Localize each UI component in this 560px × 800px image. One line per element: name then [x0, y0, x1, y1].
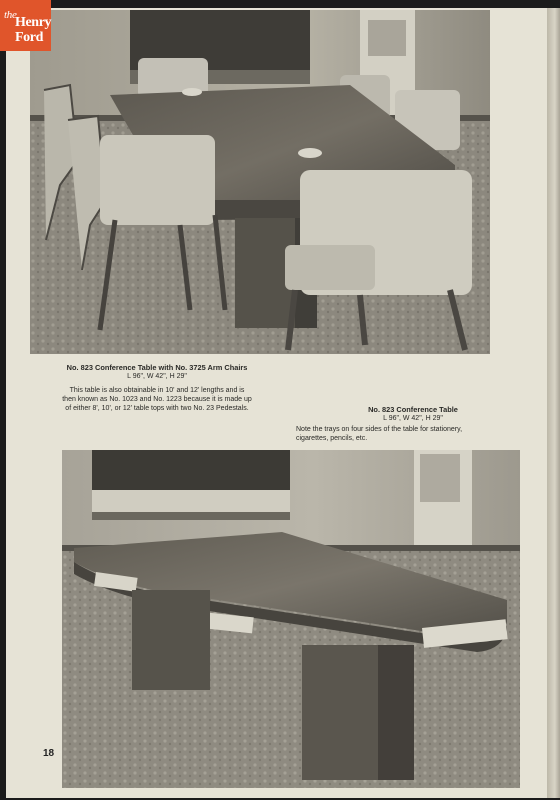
conference-table-photo: [62, 450, 520, 788]
caption-1-line-3: of either 8', 10', or 12' table tops with two No. 23 Pedestals.: [65, 405, 249, 412]
caption-2-line-2: cigarettes, pencils, etc.: [296, 435, 368, 442]
logo-text-ford: Ford: [15, 30, 43, 45]
photo-1-illustration: [30, 10, 490, 354]
page-number: 18: [43, 748, 55, 759]
caption-1-dimensions: L 96", W 42", H 29": [127, 373, 187, 380]
caption-2-body: [296, 425, 530, 443]
caption-1-title: No. 823 Conference Table with No. 3725 Arm Chairs: [66, 363, 248, 372]
logo-text-henry: Henry: [15, 15, 52, 30]
caption-1-body: [32, 386, 282, 413]
caption-1-line-1: This table is also obtainable in 10' and 12' lengths and is: [69, 387, 245, 394]
caption-conference-table: [296, 405, 530, 443]
caption-2-title: No. 823 Conference Table: [368, 405, 458, 414]
caption-2-dimensions: L 96", W 42", H 29": [383, 415, 443, 422]
logo-text-the: the: [4, 9, 17, 21]
caption-1-line-2: then known as No. 1023 and No. 1223 because it is made up: [62, 396, 252, 403]
conference-table-with-chairs-photo: [30, 10, 490, 354]
caption-2-line-1: Note the trays on four sides of the table for stationery,: [296, 426, 463, 433]
page-edge: [547, 8, 560, 798]
henry-ford-logo: [0, 0, 51, 51]
caption-conference-table-with-chairs: [32, 363, 282, 413]
photo-2-illustration: [62, 450, 520, 788]
